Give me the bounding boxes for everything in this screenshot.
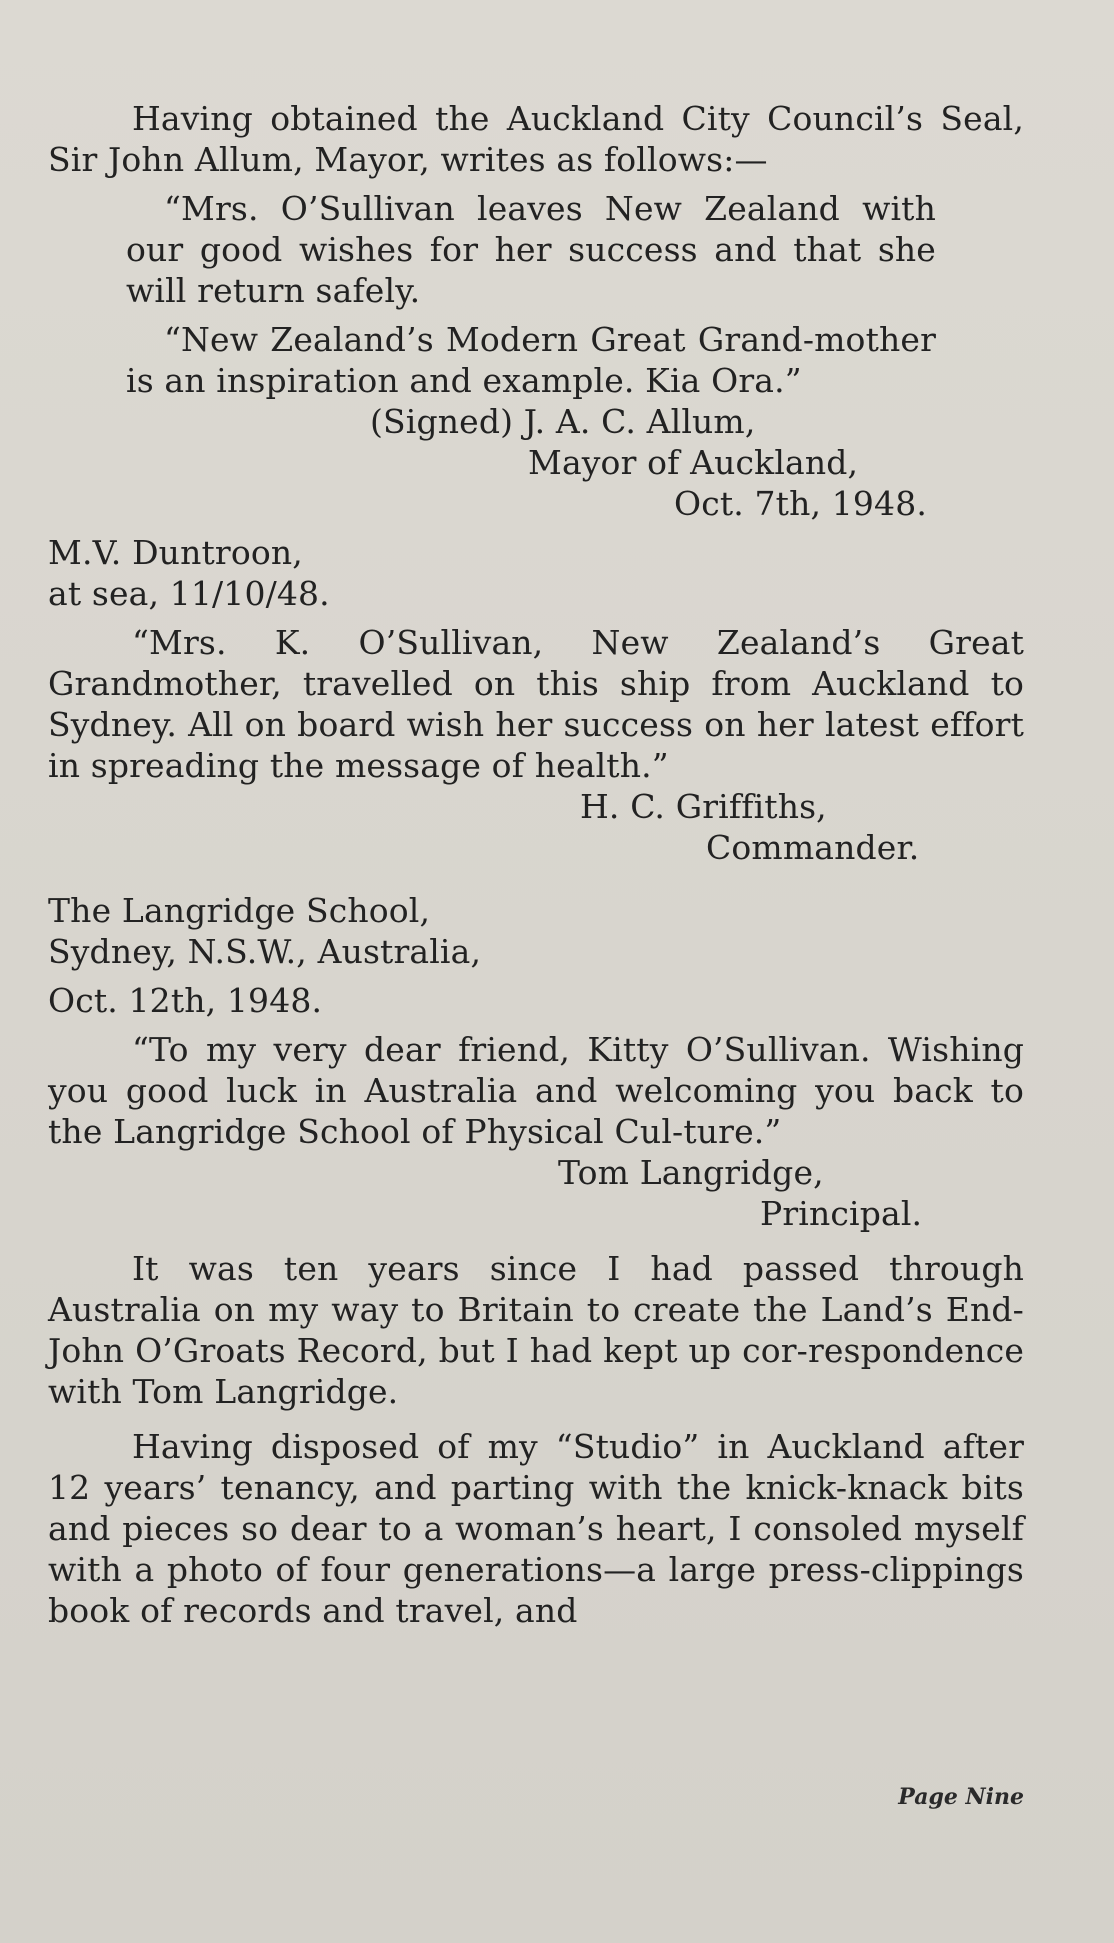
ship-quote-paragraph: “Mrs. K. O’Sullivan, New Zealand’s Great Grandmother, travelled on this ship from Auckland to Sydney. All on board wish her success on her latest effort in spreading the message of health.” [48, 623, 1024, 785]
mayor-signature-date: Oct. 7th, 1948. [674, 484, 927, 523]
page-number: Page Nine [898, 1784, 1024, 1810]
page-text [48, 98, 1024, 1631]
mayor-quote-paragraph-1: “Mrs. O’Sullivan leaves New Zealand with our good wishes for her success and that she will return safely. [126, 189, 936, 310]
school-date-line: Oct. 12th, 1948. [48, 981, 323, 1020]
intro-paragraph: Having obtained the Auckland City Council’s Seal, Sir John Allum, Mayor, writes as follows:— [48, 99, 1024, 179]
mayor-quote-paragraph-2: “New Zealand’s Modern Great Grand-mother is an inspiration and example. Kia Ora.” [126, 320, 936, 400]
narrative-paragraph-1: It was ten years since I had passed through Australia on my way to Britain to create the Land’s End-John O’Groats Record, but I had kept up cor-respondence with Tom Langridge. [48, 1249, 1024, 1411]
school-name-line: The Langridge School, [48, 891, 431, 930]
narrative-paragraph-2: Having disposed of my “Studio” in Auckland after 12 years’ tenancy, and parting with the knick-knack bits and pieces so dear to a woman’s heart, I consoled myself with a photo of four generations—a large press-clippings book of records and travel, and [48, 1427, 1024, 1630]
ship-signature-title: Commander. [706, 828, 920, 867]
ship-name-line: M.V. Duntroon, [48, 533, 303, 572]
school-address-line: Sydney, N.S.W., Australia, [48, 932, 482, 971]
ship-date-line: at sea, 11/10/48. [48, 574, 330, 613]
mayor-signature-name: (Signed) J. A. C. Allum, [370, 402, 756, 441]
school-quote-paragraph: “To my very dear friend, Kitty O’Sullivan. Wishing you good luck in Australia and welcoming you back to the Langridge School of Physical Cul-ture.” [48, 1030, 1024, 1151]
mayor-letter-quote [126, 188, 936, 401]
ship-signature-name: H. C. Griffiths, [580, 787, 827, 826]
mayor-signature-title: Mayor of Auckland, [528, 443, 859, 482]
school-signature-name: Tom Langridge, [558, 1153, 824, 1192]
school-signature-title: Principal. [760, 1194, 923, 1233]
